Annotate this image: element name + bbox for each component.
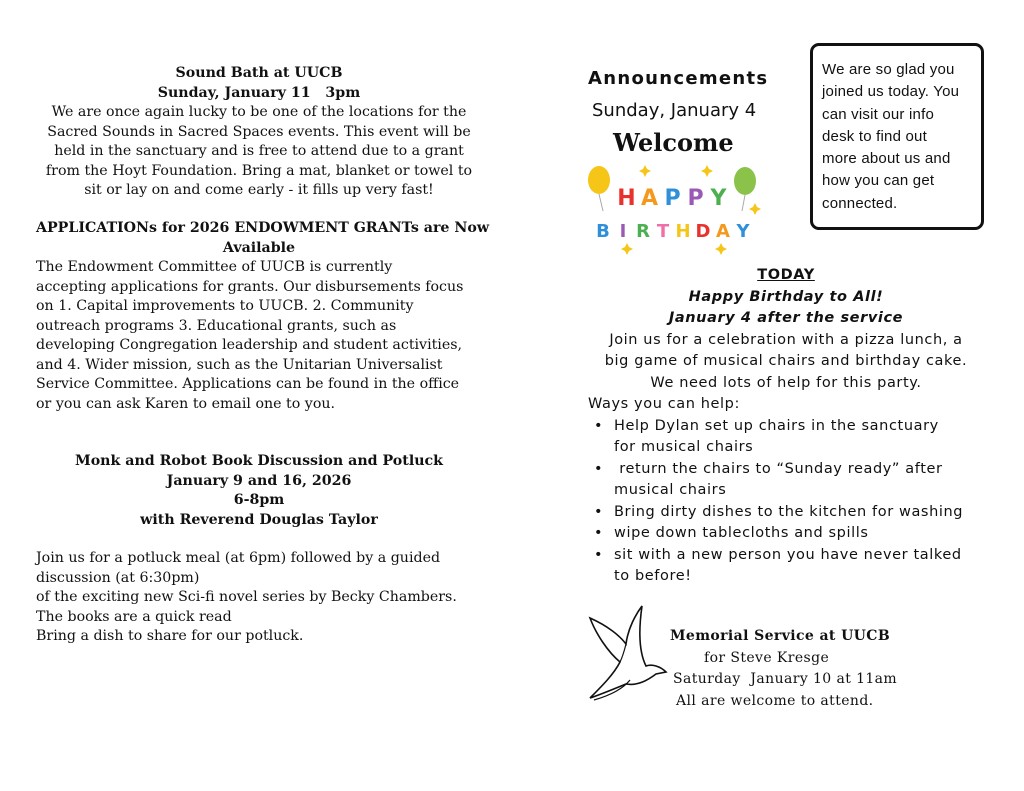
- today-when: January 4 after the service: [668, 310, 904, 326]
- list-item: [588, 459, 988, 502]
- text-line: how you can get: [822, 172, 935, 190]
- text-line: Join us for a celebration with a pizza lunch, a: [609, 331, 963, 348]
- text-line: joined us today. You: [822, 83, 960, 101]
- sparkle-icon: [639, 165, 651, 177]
- list-item: [588, 545, 988, 588]
- text-line: desk to find out: [822, 127, 927, 145]
- text-line: Bring a dish to share for our potluck.: [36, 628, 304, 644]
- text-line: We are once again lucky to be one of the locations for the: [51, 104, 467, 120]
- text-line: discussion (at 6:30pm): [36, 569, 200, 586]
- text-line: The Endowment Committee of UUCB is currently: [36, 259, 393, 275]
- text-line: We need lots of help for this party.: [650, 374, 922, 391]
- memorial-title: Memorial Service at UUCB: [670, 628, 891, 644]
- balloon-string: [742, 195, 745, 211]
- balloon-string: [599, 194, 603, 211]
- happy-birthday-image: [585, 163, 761, 255]
- balloon-letter: D: [695, 221, 711, 242]
- text-line: • Help Dylan set up chairs in the sanctuary: [614, 417, 939, 434]
- text-line: • wipe down tablecloths and spills: [614, 525, 869, 541]
- sound-bath-title: Sound Bath at UUCB: [175, 65, 343, 81]
- announcements-date: Sunday, January 4: [592, 100, 757, 121]
- balloon-letter: H: [617, 186, 636, 211]
- text-line: • return the chairs to “Sunday ready” after: [614, 460, 943, 477]
- balloon-letter: R: [636, 221, 650, 242]
- grants-section: [36, 219, 490, 414]
- list-item: [588, 416, 988, 459]
- text-line: or you can ask Karen to email one to you.: [36, 395, 336, 412]
- welcome-heading: Welcome: [613, 128, 734, 157]
- text-line: We are so glad you: [822, 61, 955, 78]
- balloon-green: [734, 167, 756, 195]
- sparkle-icon: [749, 203, 761, 215]
- text-line: • Bring dirty dishes to the kitchen for washing: [614, 503, 964, 520]
- sound-bath-date: Sunday, January 11 3pm: [157, 84, 361, 101]
- text-line: big game of musical chairs and birthday cake.: [604, 353, 968, 369]
- book-dates: January 9 and 16, 2026: [166, 472, 352, 489]
- text-line: and 4. Wider mission, such as the Unitarian Universalist: [36, 356, 443, 373]
- text-line: The books are a quick read: [36, 608, 232, 625]
- text-line: on 1. Capital improvements to UUCB. 2. Community: [36, 298, 414, 314]
- announcements-heading: Announcements: [588, 68, 769, 89]
- text-line: • sit with a new person you have never talked: [614, 546, 962, 563]
- book-time: 6-8pm: [233, 492, 285, 508]
- balloon-letter: P: [687, 186, 704, 211]
- list-item: [588, 502, 988, 524]
- balloon-letter: A: [640, 186, 659, 211]
- grants-title: Available: [222, 239, 296, 256]
- book-section: [36, 452, 482, 530]
- balloon-letter: B: [596, 221, 610, 242]
- sparkle-icon: [621, 243, 633, 255]
- balloon-letter: Y: [710, 186, 727, 211]
- today-title: Happy Birthday to All!: [688, 288, 884, 305]
- memorial-note: All are welcome to attend.: [676, 693, 874, 710]
- ways-label: Ways you can help:: [588, 396, 740, 412]
- memorial-when: Saturday January 10 at 11am: [673, 671, 898, 688]
- text-line: connected.: [822, 194, 898, 212]
- sparkle-icon: [701, 165, 713, 177]
- today-section: [586, 265, 986, 394]
- balloon-letter: Y: [736, 221, 750, 242]
- text-line: outreach programs 3. Educational grants, such as: [36, 317, 397, 334]
- text-line: musical chairs: [614, 482, 727, 498]
- help-list: [588, 416, 988, 588]
- memorial-section: [670, 626, 897, 713]
- memorial-for: for Steve Kresge: [704, 649, 830, 666]
- book-body: [36, 549, 482, 647]
- balloon-letter: A: [716, 221, 730, 242]
- balloon-letter: T: [656, 221, 670, 242]
- grants-title: APPLICATIONs for 2026 ENDOWMENT GRANTs are Now: [36, 220, 490, 236]
- balloon-yellow: [588, 166, 610, 194]
- balloon-letter: H: [675, 221, 691, 242]
- text-line: Service Committee. Applications can be found in the office: [36, 376, 460, 392]
- sparkle-icon: [715, 243, 727, 255]
- dove-icon: [586, 604, 670, 702]
- text-line: for musical chairs: [614, 439, 754, 455]
- text-line: held in the sanctuary and is free to attend due to a grant: [54, 143, 464, 159]
- list-item: [588, 523, 988, 545]
- text-line: Sacred Sounds in Sacred Spaces events. This event will be: [47, 123, 471, 140]
- text-line: sit or lay on and come early - it fills up very fast!: [84, 182, 434, 198]
- balloon-letter: I: [619, 221, 627, 242]
- today-label: TODAY: [757, 267, 815, 283]
- balloon-letter: P: [664, 186, 681, 211]
- text-line: Join us for a potluck meal (at 6pm) followed by a guided: [36, 550, 441, 566]
- sound-bath-section: [36, 64, 482, 201]
- text-line: from the Hoyt Foundation. Bring a mat, blanket or towel to: [45, 162, 473, 179]
- text-line: developing Congregation leadership and student activities,: [36, 337, 463, 353]
- book-host: with Reverend Douglas Taylor: [140, 511, 378, 528]
- help-section: [588, 394, 988, 588]
- text-line: accepting applications for grants. Our disbursements focus: [36, 278, 464, 295]
- text-line: can visit our info: [822, 105, 934, 123]
- text-line: to before!: [614, 568, 692, 584]
- book-title: Monk and Robot Book Discussion and Potluck: [75, 453, 443, 469]
- text-line: more about us and: [822, 150, 951, 168]
- text-line: of the exciting new Sci-fi novel series by Becky Chambers.: [36, 589, 457, 605]
- welcome-box: [810, 43, 984, 230]
